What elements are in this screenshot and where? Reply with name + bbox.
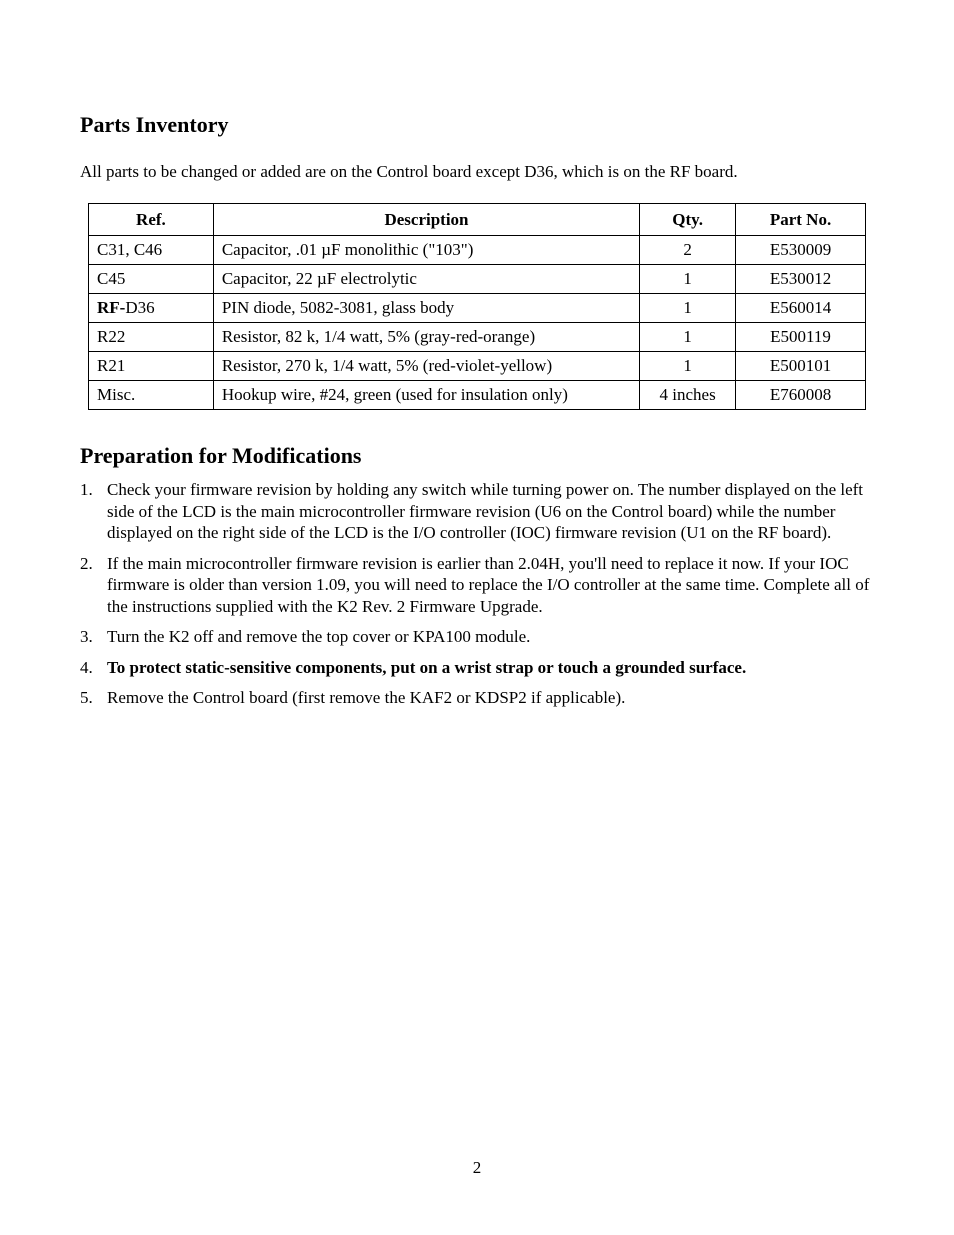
cell-qty: 1	[640, 352, 736, 381]
parts-table-header-row	[89, 204, 866, 236]
table-row	[89, 265, 866, 294]
list-item	[80, 479, 872, 544]
preparation-heading: Preparation for Modifications	[80, 443, 362, 468]
cell-part-no: E560014	[736, 294, 866, 323]
step-number: 1.	[80, 480, 93, 499]
step-text: Remove the Control board (first remove the KAF2 or KDSP2 if applicable).	[107, 688, 626, 707]
cell-part-no: E530009	[736, 236, 866, 265]
cell-part-no: E500119	[736, 323, 866, 352]
cell-description: Hookup wire, #24, green (used for insulation only)	[213, 381, 639, 410]
header-qty: Qty.	[640, 204, 736, 236]
header-part-no: Part No.	[736, 204, 866, 236]
preparation-steps-list	[80, 479, 872, 718]
header-ref: Ref.	[89, 204, 214, 236]
list-item	[80, 657, 872, 679]
cell-qty: 1	[640, 294, 736, 323]
step-text-warning: To protect static-sensitive components, put on a wrist strap or touch a grounded surface.	[107, 657, 747, 677]
step-number: 4.	[80, 657, 93, 677]
cell-description: Resistor, 82 k, 1/4 watt, 5% (gray-red-orange)	[213, 323, 639, 352]
table-row	[89, 236, 866, 265]
table-row	[89, 294, 866, 323]
step-number: 2.	[80, 553, 93, 573]
cell-ref	[89, 294, 214, 323]
cell-ref-value: D36	[125, 298, 155, 317]
cell-qty: 2	[640, 236, 736, 265]
step-number: 3.	[80, 627, 93, 646]
cell-description: Resistor, 270 k, 1/4 watt, 5% (red-violet-yellow)	[213, 352, 639, 381]
cell-part-no: E760008	[736, 381, 866, 410]
table-row	[89, 323, 866, 352]
header-description: Description	[213, 204, 639, 236]
step-number: 5.	[80, 688, 93, 707]
cell-description: Capacitor, .01 µF monolithic ("103")	[213, 236, 639, 265]
step-text: Turn the K2 off and remove the top cover or KPA100 module.	[107, 627, 531, 646]
cell-ref: C31, C46	[89, 236, 214, 265]
cell-description: PIN diode, 5082-3081, glass body	[213, 294, 639, 323]
cell-qty: 4 inches	[640, 381, 736, 410]
cell-ref: R21	[89, 352, 214, 381]
cell-part-no: E530012	[736, 265, 866, 294]
cell-qty: 1	[640, 265, 736, 294]
table-row	[89, 381, 866, 410]
cell-description: Capacitor, 22 µF electrolytic	[213, 265, 639, 294]
table-row	[89, 352, 866, 381]
step-text: If the main microcontroller firmware revision is earlier than 2.04H, you'll need to replace it now. If your IOC firmware is older than version 1.09, you will need to replace the I/O controller at the same time. Complete all of the instructions supplied with the K2 Rev. 2 Firmware Upgrade.	[107, 553, 870, 616]
cell-ref-prefix: RF-	[97, 298, 126, 317]
cell-ref: C45	[89, 265, 214, 294]
step-text: Check your firmware revision by holding any switch while turning power on. The number displayed on the left side of the LCD is the main microcontroller firmware revision (U6 on the Control board) while the number displayed on the right side of the LCD is the I/O controller (IOC) firmware revision (U1 on the RF board).	[107, 480, 864, 542]
list-item	[80, 687, 872, 709]
cell-ref: R22	[89, 323, 214, 352]
parts-intro-text: All parts to be changed or added are on the Control board except D36, which is on the RF board.	[80, 162, 738, 181]
list-item	[80, 626, 872, 648]
cell-part-no: E500101	[736, 352, 866, 381]
parts-table	[88, 203, 866, 410]
cell-qty: 1	[640, 323, 736, 352]
page-number: 2	[472, 1158, 482, 1177]
cell-ref: Misc.	[89, 381, 214, 410]
list-item	[80, 553, 872, 618]
parts-inventory-heading: Parts Inventory	[80, 112, 229, 137]
